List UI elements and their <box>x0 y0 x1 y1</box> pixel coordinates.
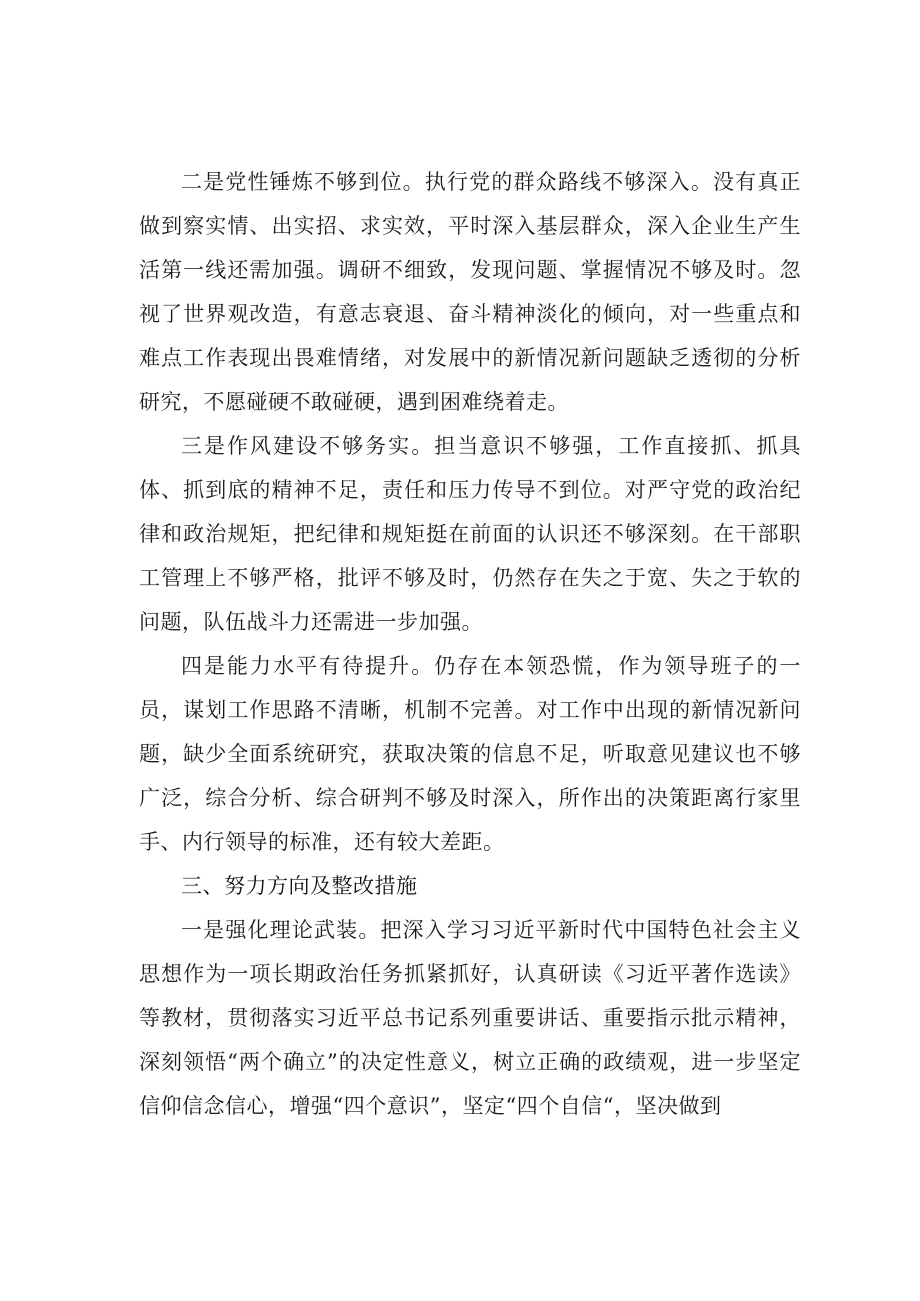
paragraph-party-spirit: 二是党性锤炼不够到位。执行党的群众路线不够深入。没有真正做到察实情、出实招、求实效，平时深入基层群众，深入企业生产生活第一线还需加强。调研不细致，发现问题、掌握情况不够及时。忽视了世界观改造，有意志衰退、奋斗精神淡化的倾向，对一些重点和难点工作表现出畏难情绪，对发展中的新情况新问题缺乏透彻的分析研究，不愿碰硬不敢碰硬，遇到困难绕着走。 <box>139 170 801 414</box>
paragraph-ability-level: 四是能力水平有待提升。仍存在本领恐慌，作为领导班子的一员，谋划工作思路不清晰，机制不完善。对工作中出现的新情况新问题，缺少全面系统研究，获取决策的信息不足，听取意见建议也不够广泛，综合分析、综合研判不够及时深入，所作出的决策距离行家里手、内行领导的标准，还有较大差距。 <box>139 654 801 854</box>
section-heading: 三、努力方向及整改措施 <box>181 874 418 898</box>
paragraph-theory-study: 一是强化理论武装。把深入学习习近平新时代中国特色社会主义思想作为一项长期政治任务抓紧抓好，认真研读《习近平著作选读》等教材，贯彻落实习近平总书记系列重要讲话、重要指示批示精神，深刻领悟“两个确立”的决定性意义，树立正确的政绩观，进一步坚定信仰信念信心，增强“四个意识”，坚定“四个自信“，坚决做到 <box>139 918 801 1118</box>
paragraph-work-style: 三是作风建设不够务实。担当意识不够强，工作直接抓、抓具体、抓到底的精神不足，责任和压力传导不到位。对严守党的政治纪律和政治规矩，把纪律和规矩挺在前面的认识还不够深刻。在干部职工管理上不够严格，批评不够及时，仍然存在失之于宽、失之于软的问题，队伍战斗力还需进一步加强。 <box>139 434 801 634</box>
document-body <box>139 160 801 1128</box>
